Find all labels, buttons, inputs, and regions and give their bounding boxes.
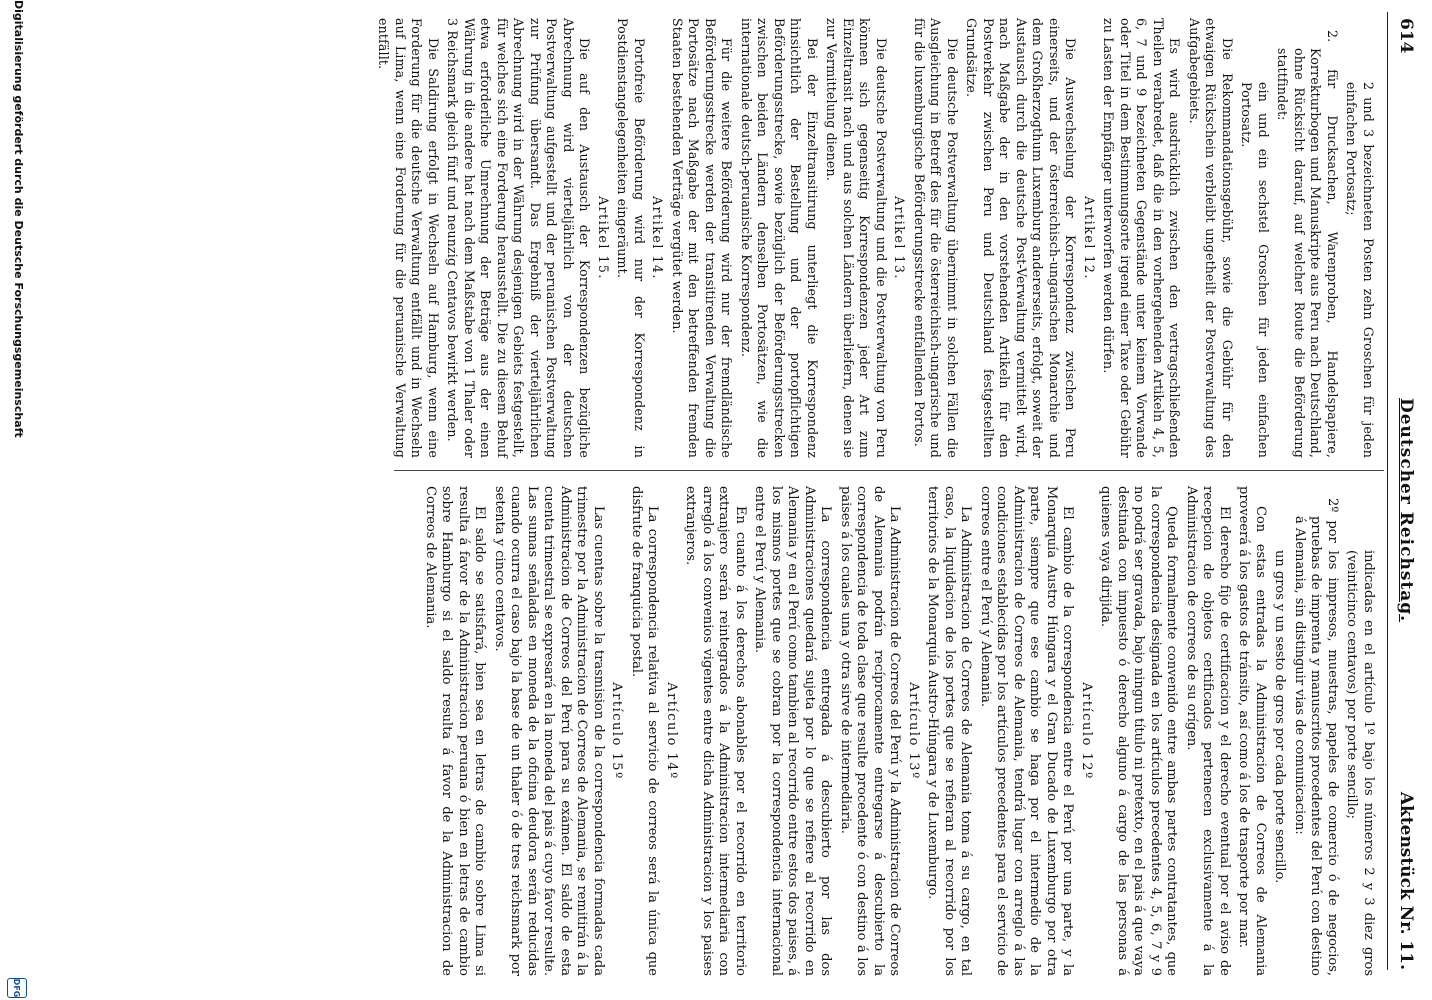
spanish-article-heading: Artículo 12º bbox=[1079, 682, 1094, 780]
german-indented-line: ein und ein sechstel Groschen für jeden einfachen Portosatz. bbox=[1239, 82, 1271, 458]
right-title: Aktenstück Nr. 11. bbox=[1396, 791, 1416, 970]
german-paragraph: Es wird ausdrücklich zwischen den vertragschließenden Theilen verabredet, daß die in den vorhergehenden Artikeln 4, 5, 6, 7 und 9 bezeichneten Gegenstände unter keinem Vorwande oder Titel in dem Bestimmungsorte irgend einer Taxe oder Gebühr zu Lasten der Empfänger unterworfen werden dürfen. bbox=[1101, 18, 1183, 458]
german-paragraph: Die Saldirung erfolgt in Wechseln auf Hamburg, wenn eine Forderung für die deutsche Verwaltung entfällt und in Wechseln auf Lima, wenn eine Forderung für die peruanische Verwaltung entfällt. bbox=[376, 18, 441, 458]
dfg-logo-text: DFG bbox=[12, 978, 22, 998]
spanish-column bbox=[419, 486, 1377, 976]
german-paragraph: Für die weitere Beförderung wird nur der fremdländische Beförderungsstrecke werden der transitirenden Verwaltung die Portosätze nach Maßgabe der mit den betreffenden fremden Staaten bestehenden Verträge vergütet werden. bbox=[670, 18, 735, 458]
german-list-item: 2. für Drucksachen, Warenproben, Handelspapiere, Korrekturbogen und Manuskripte aus Peru nach Deutschland, ohne Rücksicht darauf, auf welcher Route die Beförderung stattfindet: bbox=[1275, 30, 1340, 458]
german-indented-line: 2 und 3 bezeichneten Posten zehn Groschen für jeden einfachen Portosatz; bbox=[1344, 82, 1376, 458]
spanish-paragraph: Con estas entradas la Administracion de Correos de Alemania proveerá á los gastos de tránsito, así como á los de trasporte por mar. bbox=[1236, 486, 1268, 976]
spanish-paragraph: El derecho fijo de certificacion y el derecho eventual por el aviso de recepcion de objetos certificados pertenecen exclusivamente á la Administracion de correos de su orígen. bbox=[1184, 486, 1232, 976]
spanish-paragraph: En cuanto á los derechos abonables por el recorrido en territorio extranjero serán reintegrados á la Administracion intermediaria con arreglo á los convenios vigentes entre dicha Administracion y los paises extranjeros. bbox=[683, 486, 748, 976]
page-header bbox=[1390, 18, 1420, 970]
dfg-logo-icon bbox=[7, 978, 27, 998]
spanish-paragraph: La correspondencia relativa al servicio de correos será la única que disfrute de franquicia postal. bbox=[629, 486, 661, 976]
german-paragraph: Die auf den Austausch der Korrespondenzen bezügliche Abrechnung wird vierteljährlich von der deutschen Postverwaltung aufgestellt und der peruanischen Postverwaltung zur Prüfung übersandt. Das Ergebniß der vierteljährlichen Abrechnung wird in der Währung desjenigen Gebiets festgestellt, für welches sich eine Forderung herausstellt. Die zu diesem Behuf etwa erforderliche Umrechnung der Beträge aus der einen Währung in die andere hat nach dem Maßstabe von 1 Thaler oder 3 Reichsmark gleich fünf und neunzig Centavos bewirkt werden. bbox=[445, 18, 593, 458]
spanish-paragraph: La correspondencia entregada á descubierto por las dos Administraciones quedará sujeta por lo que se refiere al recorrido en Alemania y en el Perú como tambien al recorrido entre estos dos paises, á los mismos portes que se cobran por la correspondencia internacional entre el Perú y Alemania. bbox=[752, 486, 834, 976]
spanish-article-heading: Artículo 15º bbox=[609, 682, 625, 780]
spanish-paragraph: La Administracion de Correos de Alemania toma á su cargo, en tal caso, la liquidacion de los portes que se refieran al recorrido por los territorios de la Monarquía Austro-Húngara y de Luxemburgo. bbox=[925, 486, 974, 976]
spanish-paragraph: Queda formalmente convenido entre ambas partes contratantes, que la correspondencia designada en los artículos precedentes 4, 5, 6, 7 y 9 no podrá ser gravada, bajo ningun título ni pretexto, en el pais á que vaya destinada con impuesto ó derecho alguno á cargo de las personas á quienes vaya dirijida. bbox=[1098, 486, 1180, 976]
header-rule bbox=[1387, 12, 1388, 970]
german-column bbox=[372, 18, 1376, 458]
german-paragraph: Die Auswechselung der Korrespondenz zwischen Peru einerseits, und der österreichisch-ungarischen Monarchie und dem Großherzogthum Luxemburg andererseits, erfolgt, soweit der Austausch durch die deutsche Post-Verwaltung vermittelt wird, nach Maßgabe der in den vorstehenden Artikeln für den Postverkehr zwischen Peru und Deutschland festgestellten Grundsätze. bbox=[964, 18, 1079, 458]
footer-attribution: Digitalisierung gefördert durch die Deutsche Forschungsgemeinschaft bbox=[12, 0, 25, 438]
spanish-article-heading: Artículo 14º bbox=[664, 682, 679, 780]
german-paragraph: Die Rekommandationsgebühr, sowie die Gebühr für den etwaigen Rückschein verbleibt ungetheilt der Postverwaltung des Aufgabegebiets. bbox=[1187, 18, 1235, 458]
german-paragraph: Bei der Einzeltransitirung unterliegt die Korrespondenz hinsichtlich der Bestellung und der portopflichtigen Beförderungsstrecke, sowie bezüglich der Beförderungsstrecken zwischen beiden Ländern denselben Portosätzen, wie die internationale deutsch-peruanische Korrespondenz. bbox=[739, 18, 820, 458]
german-article-heading: Artikel 13. bbox=[892, 196, 908, 280]
spanish-indented-line: un gros y un sesto de gros por cada porte sencillo. bbox=[1272, 550, 1288, 884]
german-paragraph: Die deutsche Postverwaltung und die Postverwaltung von Peru können sich gegenseitig Korrespondenzen jeder Art zum Einzeltransit nach und aus solchen Ländern überliefern, denen sie zur Vermittelung dienen. bbox=[824, 18, 889, 458]
spanish-indented-line: indicadas en el artículo 1º bajo los números 2 y 3 diez gros (veinticinco centavos) por porte sencillo; bbox=[1344, 550, 1376, 976]
page-number: 614 bbox=[1396, 18, 1416, 54]
spanish-list-item: 2º por los impresos, muestras, papeles de comercio ó de negocios, pruebas de imprenta y manuscritos procedentes del Perú con destino á Alemania, sin distinguir vias de comunicacion: bbox=[1292, 498, 1340, 976]
column-divider bbox=[394, 470, 1384, 471]
spanish-paragraph: Las cuentas sobre la trasmision de la correspondencia formadas cada trimestre por la Administracion de Correos de Alemania, se remitirán á la Administracion de Correos del Perú para su exámen. El saldo de esta cuenta trimestral se expresará en la moneda del pais á cuyo favor resulte. Las sumas señaladas en moneda de la oficina deudora serán reducidas cuando ocurra el caso bajo la base de un thaler ó de tres reichsmark por setenta y cinco centavos. bbox=[492, 486, 606, 976]
spanish-paragraph: El saldo se satisfará, bien sea en letras de cambio sobre Lima si resulta á favor de la Administracion peruana ó bien en letras de cambio sobre Hamburgo si el saldo resulta á favor de la Administracion de Correos de Alemania. bbox=[423, 486, 488, 976]
german-paragraph: Portofreie Beförderung wird nur der Korrespondenz in Postdienstangelegenheiten eingeräumt. bbox=[615, 18, 647, 458]
german-article-heading: Artikel 12. bbox=[1082, 196, 1097, 280]
page-footer bbox=[5, 0, 27, 1000]
center-title: Deutscher Reichstag. bbox=[1396, 398, 1416, 623]
german-paragraph: Die deutsche Postverwaltung übernimmt in solchen Fällen die Ausgleichung in Betreff des für die österreichisch-ungarische und für die luxemburgische Beförderungsstrecke entfallenden Portos. bbox=[912, 18, 960, 458]
german-article-heading: Artikel 14. bbox=[650, 196, 666, 280]
spanish-paragraph: El cambio de la correspondencia entre el Perú por una parte, y la Monarquía Austro Húngara y el Gran Ducado de Luxemburgo por otra parte, siempre que ese cambio se haga por el intermedio de la Administracion de Correos de Alemania, tendrá lugar con arreglo á las condiciones establecidas por los artículos precedentes para el servicio de correos entre el Perú y Alemania. bbox=[978, 486, 1076, 976]
german-article-heading: Artikel 15. bbox=[596, 196, 611, 280]
spanish-article-heading: Artículo 13º bbox=[906, 682, 921, 780]
spanish-paragraph: La Administracion de Correos del Perú y la Administracion de Correos de Alemania podrán recíprocamente entregarse á descubierto la correspondencia de toda clase que resulte procedente ó con destino á los paises á los cuales una y otra sirve de intermediaria. bbox=[838, 486, 903, 976]
